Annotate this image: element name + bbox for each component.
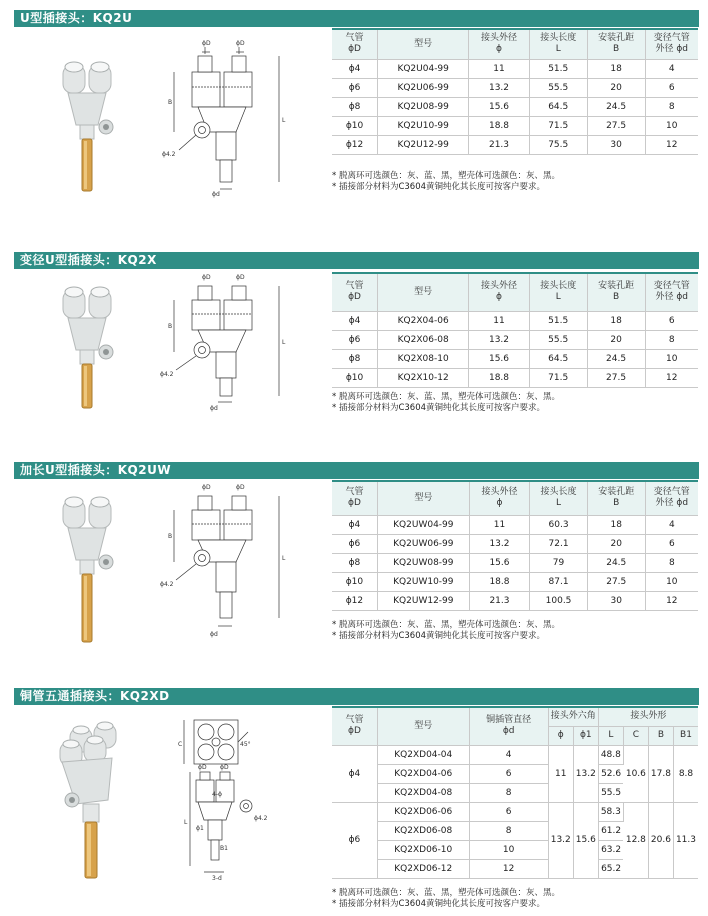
col-header: 安装孔距 B [587,481,645,515]
table-cell: 20.6 [648,802,673,878]
notes [332,620,560,642]
table-cell: 18.8 [469,572,529,591]
table-cell: 18.8 [469,116,530,135]
label-phi42: ϕ4.2 [160,371,174,378]
label-C: C [178,741,183,748]
col-header: 接头外径 ϕ [469,273,530,311]
table-cell: KQ2UW08-99 [377,553,469,572]
note-line: * 插接部分材料为C3604黄铜纯化其长度可按客户要求。 [332,182,546,192]
table-cell: 12 [645,135,698,154]
table-cell: KQ2U06-99 [378,78,469,97]
table-cell: 13.2 [548,802,573,878]
col-header: ϕ1 [573,726,598,745]
table-cell: 17.8 [648,745,673,802]
table-cell: KQ2XD06-06 [377,802,469,821]
table-cell: KQ2X06-08 [378,330,469,349]
table-cell: 8 [645,97,698,116]
table-cell: KQ2XD06-08 [377,821,469,840]
table-cell: 11 [469,515,529,534]
table-cell: 10.6 [623,745,648,802]
col-header: 接头外六角 [548,707,598,726]
table-cell: 27.5 [587,572,645,591]
table-cell: 4 [645,59,698,78]
table-cell: KQ2UW10-99 [377,572,469,591]
note-line: * 插接部分材料为C3604黄铜纯化其长度可按客户要求。 [332,899,546,909]
table-cell: 13.2 [573,745,598,802]
table-cell: 11 [469,311,530,330]
table-cell: 10 [645,572,698,591]
section-kq2uw [14,462,699,652]
label-phiD: ϕD [202,274,211,281]
col-header: 安装孔距 B [587,273,645,311]
table-row [332,330,698,349]
label-phid: ϕd [210,631,218,638]
table-cell: 15.6 [469,553,529,572]
label-phi42: ϕ4.2 [254,815,268,822]
label-phi42: ϕ4.2 [160,581,174,588]
table-cell: 18 [587,311,645,330]
label-4phi: 4-ϕ [212,791,222,798]
table-cell: 61.2 [598,821,623,840]
label-L: L [282,555,286,562]
note-line: * 脱离环可选颜色：灰、蓝、黑，塑壳体可选颜色：灰、黑。 [332,888,560,898]
table-row [332,534,698,553]
col-header: 接头外径 ϕ [469,29,530,59]
table-row [332,135,698,154]
dimension-drawing [154,32,304,202]
table-cell: KQ2XD06-12 [377,859,469,878]
table-cell: 24.5 [587,553,645,572]
table-cell: KQ2U10-99 [378,116,469,135]
table-cell: 12 [469,859,548,878]
col-header: B [648,726,673,745]
section-title: U型插接头：KQ2U [14,10,699,27]
fitting-photo [54,55,124,205]
table-cell: 65.2 [598,859,623,878]
table-cell: 8 [469,821,548,840]
table-row [332,515,698,534]
table-cell: ϕ6 [332,802,377,878]
table-cell: KQ2UW04-99 [377,515,469,534]
label-B1: B1 [220,845,228,852]
table-cell: 100.5 [530,591,588,610]
table-cell: ϕ4 [332,515,377,534]
table-row [332,97,698,116]
table-row [332,745,698,764]
table-cell: 15.6 [469,349,530,368]
col-header: 型号 [377,481,469,515]
table-cell: KQ2X08-10 [378,349,469,368]
label-phiD: ϕD [202,40,211,47]
table-row [332,591,698,610]
table-cell: 6 [645,311,698,330]
table-cell: 71.5 [529,116,587,135]
label-phi1: ϕ1 [196,825,204,832]
table-cell: 64.5 [529,349,587,368]
table-cell: 6 [469,802,548,821]
note-line: * 脱离环可选颜色：灰、蓝、黑，塑壳体可选颜色：灰、黑。 [332,392,560,402]
section-title: 铜管五通插接头：KQ2XD [14,688,699,705]
col-header: 气管 ϕD [332,481,377,515]
table-cell: 8.8 [673,745,698,802]
col-header: ϕ [548,726,573,745]
table-row [332,349,698,368]
section-kq2u [14,10,699,210]
table-cell: 20 [587,534,645,553]
table-cell: 12.8 [623,802,648,878]
table-row [332,368,698,387]
label-B: B [168,323,173,330]
table-cell: ϕ12 [332,591,377,610]
label-angle: 45° [240,741,251,748]
col-header: 接头长度 L [529,273,587,311]
table-cell: 11 [548,745,573,802]
table-cell: 30 [587,135,645,154]
table-cell: KQ2XD06-10 [377,840,469,859]
table-cell: 64.5 [529,97,587,116]
label-phiD: ϕD [198,764,207,771]
table-cell: 51.5 [529,59,587,78]
col-header: 气管 ϕD [332,273,378,311]
table-cell: 10 [645,349,698,368]
table-cell: ϕ4 [332,745,377,802]
table-cell: 8 [645,553,698,572]
table-cell: 75.5 [529,135,587,154]
table-cell: 20 [587,78,645,97]
label-phiD: ϕD [220,764,229,771]
table-cell: 8 [469,783,548,802]
table-cell: ϕ10 [332,368,378,387]
table-cell: KQ2UW12-99 [377,591,469,610]
fitting-photo [54,490,124,650]
table-cell: 11.3 [673,802,698,878]
table-cell: 18 [587,59,645,78]
table-cell: 13.2 [469,78,530,97]
table-cell: 10 [469,840,548,859]
section-title: 变径U型插接头：KQ2X [14,252,699,269]
label-phiD: ϕD [236,40,245,47]
label-phid: ϕd [212,191,220,198]
col-header: 变径气管 外径 ϕd [645,481,698,515]
table-cell: 10 [645,116,698,135]
table-cell: 12 [645,368,698,387]
table-cell: ϕ6 [332,534,377,553]
table-cell: 55.5 [529,78,587,97]
fitting-photo [50,720,140,885]
col-header: C [623,726,648,745]
label-L: L [282,117,286,124]
table-cell: 18 [587,515,645,534]
section-kq2x [14,252,699,427]
col-header: 铜插管直径 ϕd [469,707,548,745]
dimension-drawing [154,270,304,420]
table-cell: ϕ6 [332,78,378,97]
table-cell: KQ2XD04-04 [377,745,469,764]
notes [332,392,560,414]
table-cell: 8 [645,330,698,349]
table-cell: 52.6 [598,764,623,783]
table-cell: KQ2U12-99 [378,135,469,154]
dimension-drawing [164,716,304,884]
table-cell: 6 [645,534,698,553]
table-cell: ϕ4 [332,59,378,78]
label-3d: 3-d [212,875,222,882]
table-cell: 6 [469,764,548,783]
table-cell: 60.3 [530,515,588,534]
spec-table [332,28,698,155]
col-header: 型号 [378,273,469,311]
fitting-photo [54,280,124,430]
col-header: 变径气管 外径 ϕd [645,273,698,311]
table-row [332,59,698,78]
table-cell: 15.6 [573,802,598,878]
table-cell: KQ2U04-99 [378,59,469,78]
spec-table [332,706,698,879]
col-header: B1 [673,726,698,745]
label-phiD: ϕD [202,484,211,491]
table-cell: ϕ4 [332,311,378,330]
note-line: * 脱离环可选颜色：灰、蓝、黑，塑壳体可选颜色：灰、黑。 [332,620,560,630]
table-cell: ϕ6 [332,330,378,349]
col-header: 型号 [378,29,469,59]
section-kq2xd [14,688,699,913]
table-cell: 15.6 [469,97,530,116]
table-cell: 21.3 [469,135,530,154]
notes [332,171,560,193]
table-cell: 18.8 [469,368,530,387]
col-header: 变径气管 外径 ϕd [645,29,698,59]
col-header: 气管 ϕD [332,707,377,745]
table-cell: 72.1 [530,534,588,553]
table-cell: 13.2 [469,534,529,553]
table-cell: 13.2 [469,330,530,349]
label-phiD: ϕD [236,484,245,491]
label-B: B [168,533,173,540]
label-phi42: ϕ4.2 [162,151,176,158]
table-cell: 27.5 [587,116,645,135]
table-cell: 12 [645,591,698,610]
table-cell: 63.2 [598,840,623,859]
table-cell: 6 [645,78,698,97]
table-cell: 27.5 [587,368,645,387]
col-header: 接头外径 ϕ [469,481,529,515]
table-row [332,116,698,135]
table-cell: 30 [587,591,645,610]
table-cell: ϕ8 [332,553,377,572]
table-cell: ϕ12 [332,135,378,154]
section-title: 加长U型插接头：KQ2UW [14,462,699,479]
table-cell: KQ2XD04-08 [377,783,469,802]
table-cell: 87.1 [530,572,588,591]
table-cell: 51.5 [529,311,587,330]
table-cell: ϕ10 [332,572,377,591]
note-line: * 插接部分材料为C3604黄铜纯化其长度可按客户要求。 [332,631,546,641]
label-L: L [184,819,188,826]
table-row [332,311,698,330]
table-cell: 24.5 [587,97,645,116]
table-cell: KQ2UW06-99 [377,534,469,553]
label-B: B [168,99,173,106]
table-row [332,553,698,572]
col-header: 安装孔距 B [587,29,645,59]
table-cell: 4 [645,515,698,534]
table-cell: 21.3 [469,591,529,610]
spec-table [332,272,698,388]
table-cell: KQ2XD04-06 [377,764,469,783]
col-header: 接头外形 [598,707,698,726]
table-cell: 24.5 [587,349,645,368]
table-cell: 20 [587,330,645,349]
col-header: 气管 ϕD [332,29,378,59]
col-header: L [598,726,623,745]
table-cell: 58.3 [598,802,623,821]
note-line: * 插接部分材料为C3604黄铜纯化其长度可按客户要求。 [332,403,546,413]
table-cell: KQ2X10-12 [378,368,469,387]
label-phid: ϕd [210,405,218,412]
table-cell: KQ2U08-99 [378,97,469,116]
table-row [332,572,698,591]
col-header: 接头长度 L [530,481,588,515]
table-cell: ϕ10 [332,116,378,135]
table-cell: 11 [469,59,530,78]
note-line: * 脱离环可选颜色：灰、蓝、黑，塑壳体可选颜色：灰、黑。 [332,171,560,181]
table-cell: 55.5 [529,330,587,349]
table-cell: 79 [530,553,588,572]
table-row [332,802,698,821]
table-cell: ϕ8 [332,349,378,368]
table-cell: KQ2X04-06 [378,311,469,330]
label-phiD: ϕD [236,274,245,281]
col-header: 接头长度 L [529,29,587,59]
label-L: L [282,339,286,346]
dimension-drawing [154,480,304,648]
table-cell: 55.5 [598,783,623,802]
table-cell: 48.8 [598,745,623,764]
table-cell: ϕ8 [332,97,378,116]
table-row [332,78,698,97]
table-cell: 4 [469,745,548,764]
spec-table [332,480,698,611]
table-cell: 71.5 [529,368,587,387]
col-header: 型号 [377,707,469,745]
notes [332,888,560,910]
